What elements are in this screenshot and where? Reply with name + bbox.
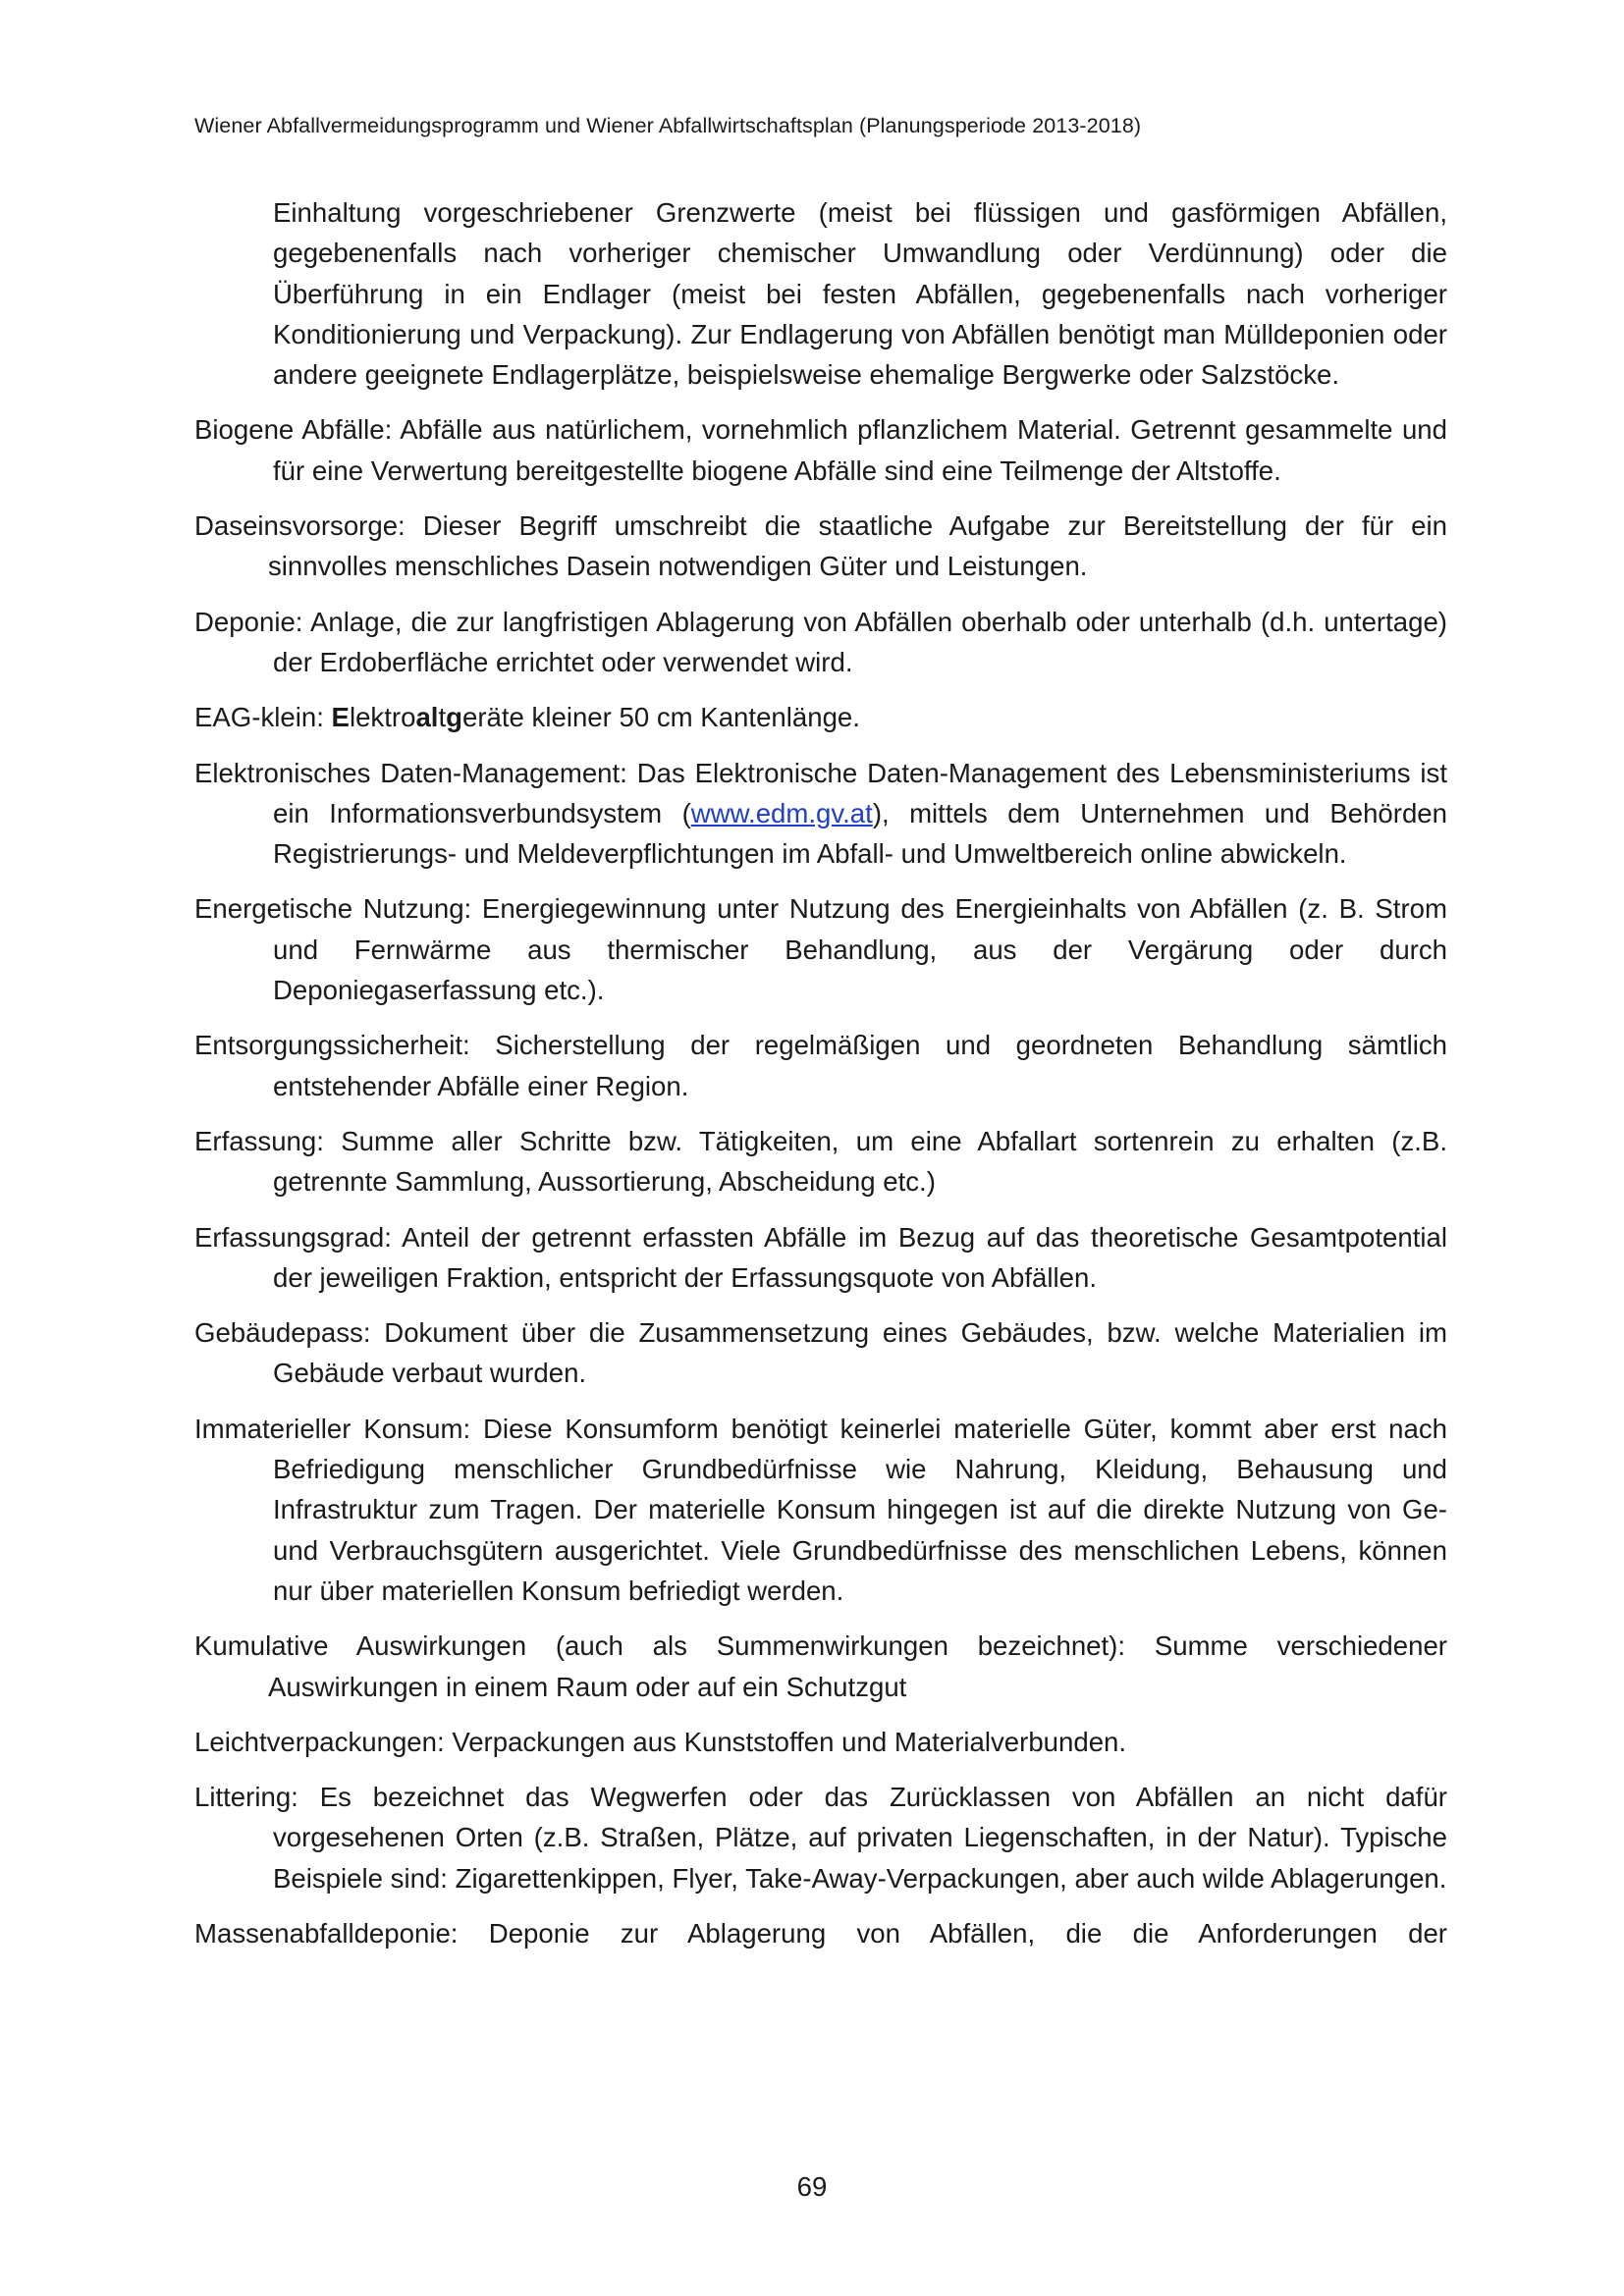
glossary-entry-deponie: Deponie: Anlage, die zur langfristigen Ablagerung von Abfällen oberhalb oder unterhalb (d.h. untertage) der Erdoberfläche errichtet oder verwendet wird.: [194, 606, 1447, 677]
glossary-entry-gebaeudepass: Gebäudepass: Dokument über die Zusammensetzung eines Gebäudes, bzw. welche Materialien im Gebäude verbaut wurden.: [194, 1317, 1447, 1389]
running-header: Wiener Abfallvermeidungsprogramm und Wiener Abfallwirtschaftsplan (Planungsperiode 2013-2018): [194, 114, 1142, 137]
edm-link[interactable]: www.edm.gv.at: [690, 797, 873, 828]
glossary-entry-leichtverpackungen: Leichtverpackungen: Verpackungen aus Kunststoffen und Materialverbunden.: [194, 1726, 1127, 1757]
glossary-entry-continuation: Einhaltung vorgeschriebener Grenzwerte (meist bei flüssigen und gasförmigen Abfällen, gegebenenfalls nach vorheriger chemischer Umwandlung oder Verdünnung) oder die Überführung in ein Endlager (meist bei festen Abfällen, gegebenenfalls nach vorheriger Konditionierung und Verpackung). Zur Endlagerung von Abfällen benötigt man Mülldeponien oder andere geeignete Endlagerplätze, beispielsweise ehemalige Bergwerke oder Salzstöcke.: [273, 197, 1447, 391]
glossary-entry-energetische-nutzung: Energetische Nutzung: Energiegewinnung unter Nutzung des Energieinhalts von Abfällen (z. B. Strom und Fernwärme aus thermischer Behandlung, aus der Vergärung oder durch Deponiegaserfassung etc.).: [194, 893, 1447, 1006]
glossary-entry-biogene-abfaelle: Biogene Abfälle: Abfälle aus natürlichem, vornehmlich pflanzlichem Material. Getrennt gesammelte und für eine Verwertung bereitgestellte biogene Abfälle sind eine Teilmenge der Altstoffe.: [194, 414, 1447, 486]
glossary-entry-erfassungsgrad: Erfassungsgrad: Anteil der getrennt erfassten Abfälle im Bezug auf das theoretische Gesamtpotential der jeweiligen Fraktion, entspricht der Erfassungsquote von Abfällen.: [194, 1221, 1447, 1293]
glossary-entry-immaterieller-konsum: Immaterieller Konsum: Diese Konsumform benötigt keinerlei materielle Güter, kommt aber erst nach Befriedigung menschlicher Grundbedürfnisse wie Nahrung, Kleidung, Behausung und Infrastruktur zum Tragen. Der materielle Konsum hingegen ist auf die direkte Nutzung von Ge- und Verbrauchsgütern ausgerichtet. Viele Grundbedürfnisse des menschlichen Lebens, können nur über materiellen Konsum befriedigt werden.: [194, 1413, 1447, 1606]
glossary-entry-daseinsvorsorge: Daseinsvorsorge: Dieser Begriff umschreibt die staatliche Aufgabe zur Bereitstellung der für ein sinnvolles menschliches Dasein notwendigen Güter und Leistungen.: [194, 510, 1447, 582]
edm-text-after: ), mittels dem Unternehmen und Behörden Registrierungs- und Meldeverpflichtungen im Abfall- und Umweltbereich online abwickeln.: [273, 797, 1447, 870]
eag-bold-g: g: [446, 702, 462, 733]
page-number: 69: [796, 2171, 828, 2202]
eag-term: EAG-klein:: [194, 702, 332, 733]
edm-text-before: Elektronisches Daten-Management: Das Elektronische Daten-Management des Lebensministeriums ist ein Informationsverbundsystem (: [194, 757, 1447, 828]
eag-text-1: lektro: [349, 702, 416, 733]
eag-text-2: t: [438, 702, 447, 733]
glossary-entry-massenabfalldeponie: Massenabfalldeponie: Deponie zur Ablagerung von Abfällen, die die Anforderungen der: [194, 1917, 1447, 1949]
glossary-entry-kumulative-auswirkungen: Kumulative Auswirkungen (auch als Summenwirkungen bezeichnet): Summe verschiedener Auswirkungen in einem Raum oder auf ein Schutzgut: [194, 1630, 1447, 1702]
glossary-entry-littering: Littering: Es bezeichnet das Wegwerfen oder das Zurücklassen von Abfällen an nicht dafür vorgesehenen Orten (z.B. Straßen, Plätze, auf privaten Liegenschaften, in der Natur). Typische Beispiele sind: Zigarettenkippen, Flyer, Take-Away-Verpackungen, aber auch wilde Ablagerungen.: [194, 1782, 1447, 1894]
eag-text-3: eräte kleiner 50 cm Kantenlänge.: [461, 702, 860, 733]
glossary-entry-erfassung: Erfassung: Summe aller Schritte bzw. Tätigkeiten, um eine Abfallart sortenrein zu erhalten (z.B. getrennte Sammlung, Aussortierung, Abscheidung etc.): [194, 1125, 1447, 1198]
glossary-entry-entsorgungssicherheit: Entsorgungssicherheit: Sicherstellung der regelmäßigen und geordneten Behandlung sämtlich entstehender Abfälle einer Region.: [194, 1030, 1447, 1101]
glossary-entry-eag-klein: [194, 697, 1447, 737]
glossary-body: [194, 192, 1447, 1968]
eag-bold-e: E: [331, 702, 350, 733]
glossary-entry-edm: [194, 753, 1447, 875]
eag-bold-al: al: [415, 702, 439, 733]
